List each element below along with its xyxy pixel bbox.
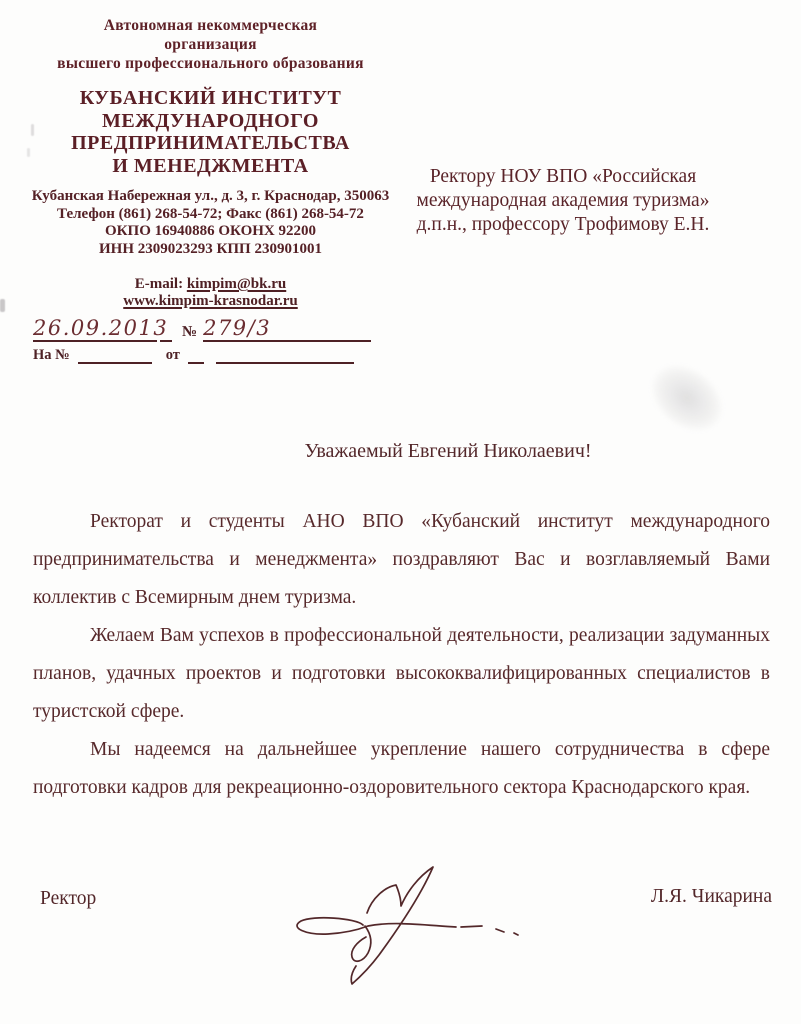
salutation: Уважаемый Евгений Николаевич! (304, 440, 592, 462)
institute-name-line: ПРЕДПРИНИМАТЕЛЬСТВА (71, 132, 350, 154)
org-type-line: организация (164, 36, 257, 53)
handwritten-number: 279/3 (203, 316, 272, 340)
addressee-block (398, 165, 728, 237)
org-type-line: Автономная некоммерческая (103, 17, 318, 34)
reply-number-blank (78, 348, 152, 364)
date-underline-dash (160, 322, 172, 342)
signer-title: Ректор (40, 888, 97, 909)
email-label: E-mail: (134, 276, 187, 292)
scan-smudge (639, 352, 735, 444)
from-label: от (165, 347, 180, 363)
letter-body (33, 503, 770, 807)
signer-name: Л.Я. Чикарина (650, 886, 772, 907)
addressee-line: международная академия туризма» (416, 190, 710, 211)
letterhead-institute-name (28, 87, 393, 177)
outgoing-date-field (33, 316, 169, 342)
reference-row-date (33, 310, 371, 342)
outgoing-number-field (203, 316, 371, 342)
from-date-blank-long (216, 348, 354, 364)
letterhead-contact-block (23, 188, 398, 258)
body-paragraph: Мы надеемся на дальнейшее укрепление нашего сотрудничества в сфере подготовки кадров для рекреационно-оздоровительного сектора Краснодарского края. (33, 739, 770, 798)
okpo-line: ОКПО 16940886 ОКОНХ 92200 (105, 223, 316, 239)
letterhead-web-block (28, 276, 393, 310)
addressee-line: Ректору НОУ ВПО «Российская (429, 166, 697, 187)
scan-edge-mark (0, 299, 5, 312)
handwritten-date: 26.09.2013 (33, 316, 169, 340)
email-line (28, 276, 393, 293)
email-address: kimpim@bk.ru (186, 276, 287, 292)
reference-row-reply (33, 344, 354, 364)
number-sign: № (182, 324, 198, 340)
phone-line: Телефон (861) 268-54-72; Факс (861) 268-54-72 (57, 205, 364, 222)
signature-handwritten (268, 845, 523, 995)
website-address: www.kimpim-krasnodar.ru (123, 293, 298, 309)
addressee-line: д.п.н., профессору Трофимову Е.Н. (416, 214, 710, 235)
body-paragraph: Желаем Вам успехов в профессиональной деятельности, реализации задуманных планов, удачных проектов и подготовки высококвалифицированных специалистов в туристской сфере. (33, 625, 770, 722)
scan-edge-mark (31, 124, 34, 136)
institute-name-line: КУБАНСКИЙ ИНСТИТУТ (79, 87, 342, 109)
institute-name-line: И МЕНЕДЖМЕНТА (112, 154, 309, 177)
institute-name-line: МЕЖДУНАРОДНОГО (102, 109, 319, 132)
reply-label: На № (33, 347, 70, 363)
letterhead-org-type (28, 16, 393, 73)
from-date-blank-short (188, 348, 204, 364)
body-paragraph: Ректорат и студенты АНО ВПО «Кубанский институт международного предпринимательства и менеджмента» поздравляют Вас и возглавляемый Вами коллектив с Всемирным днем туризма. (33, 511, 770, 608)
inn-line: ИНН 2309023293 КПП 230901001 (99, 240, 322, 257)
org-type-line: высшего профессионального образования (57, 55, 364, 72)
address-line: Кубанская Набережная ул., д. 3, г. Краснодар, 350063 (31, 188, 390, 204)
scan-edge-mark (27, 148, 30, 157)
